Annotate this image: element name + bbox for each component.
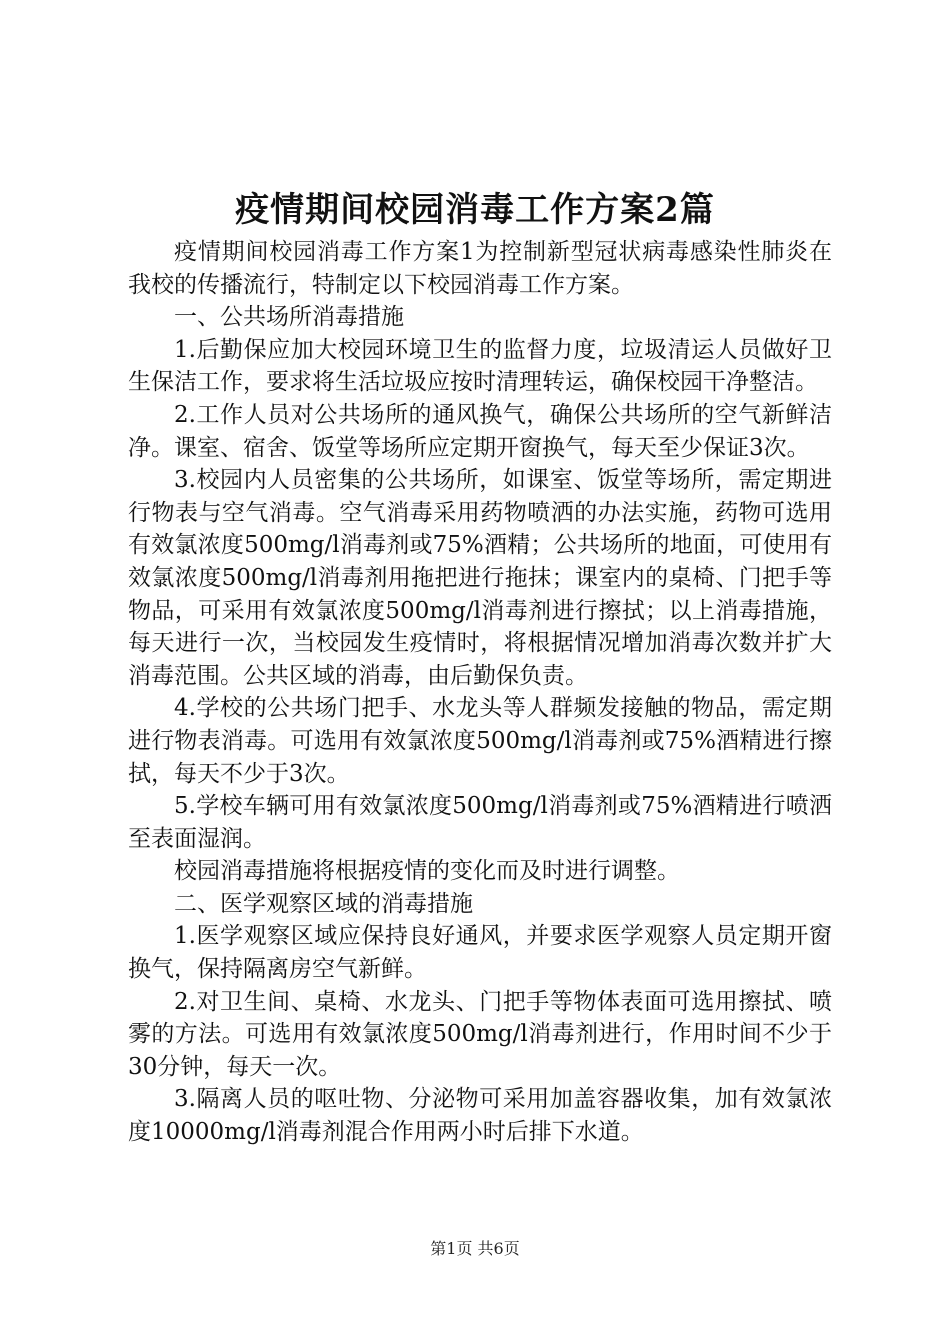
document-body	[128, 236, 832, 1149]
paragraph-item-5: 5.学校车辆可用有效氯浓度500mg/l消毒剂或75%酒精进行喷洒至表面湿润。	[128, 793, 832, 852]
paragraph-item-4: 4.学校的公共场门把手、水龙头等人群频发接触的物品，需定期进行物表消毒。可选用有效氯浓度500mg/l消毒剂或75%酒精进行擦拭，每天不少于3次。	[128, 695, 832, 787]
document-title: 疫情期间校园消毒工作方案2篇	[235, 190, 715, 230]
paragraph-intro: 疫情期间校园消毒工作方案1为控制新型冠状病毒感染性肺炎在我校的传播流行，特制定以下校园消毒工作方案。	[128, 239, 832, 298]
paragraph-item-1: 1.后勤保应加大校园环境卫生的监督力度，垃圾清运人员做好卫生保洁工作，要求将生活垃圾应按时清理转运，确保校园干净整洁。	[128, 336, 832, 396]
paragraph-observation-item-2: 2.对卫生间、桌椅、水龙头、门把手等物体表面可选用擦拭、喷雾的方法。可选用有效氯浓度500mg/l消毒剂进行，作用时间不少于30分钟，每天一次。	[128, 988, 832, 1080]
paragraph-item-2: 2.工作人员对公共场所的通风换气，确保公共场所的空气新鲜洁净。课室、宿舍、饭堂等场所应定期开窗换气，每天至少保证3次。	[128, 401, 832, 461]
paragraph-observation-item-3: 3.隔离人员的呕吐物、分泌物可采用加盖容器收集，加有效氯浓度10000mg/l消毒剂混合作用两小时后排下水道。	[128, 1086, 832, 1146]
section-heading-observation-area: 二、医学观察区域的消毒措施	[174, 890, 473, 917]
page-number-footer: 第1页 共6页	[430, 1239, 520, 1258]
paragraph-item-3: 3.校园内人员密集的公共场所，如课室、饭堂等场所，需定期进行物表与空气消毒。空气消毒采用药物喷洒的办法实施，药物可选用有效氯浓度500mg/l消毒剂或75%酒精；公共场所的地面，可使用有效氯浓度500mg/l消毒剂用拖把进行拖抹；课室内的桌椅、门把手等物品，可采用有效氯浓度500mg/l消毒剂进行擦拭；以上消毒措施，每天进行一次，当校园发生疫情时，将根据情况增加消毒次数并扩大消毒范围。公共区域的消毒，由后勤保负责。	[128, 467, 832, 689]
paragraph-observation-item-1: 1.医学观察区域应保持良好通风，并要求医学观察人员定期开窗换气，保持隔离房空气新鲜。	[128, 923, 832, 983]
paragraph-adjustment-note: 校园消毒措施将根据疫情的变化而及时进行调整。	[174, 858, 680, 885]
section-heading-public-places: 一、公共场所消毒措施	[174, 304, 404, 331]
